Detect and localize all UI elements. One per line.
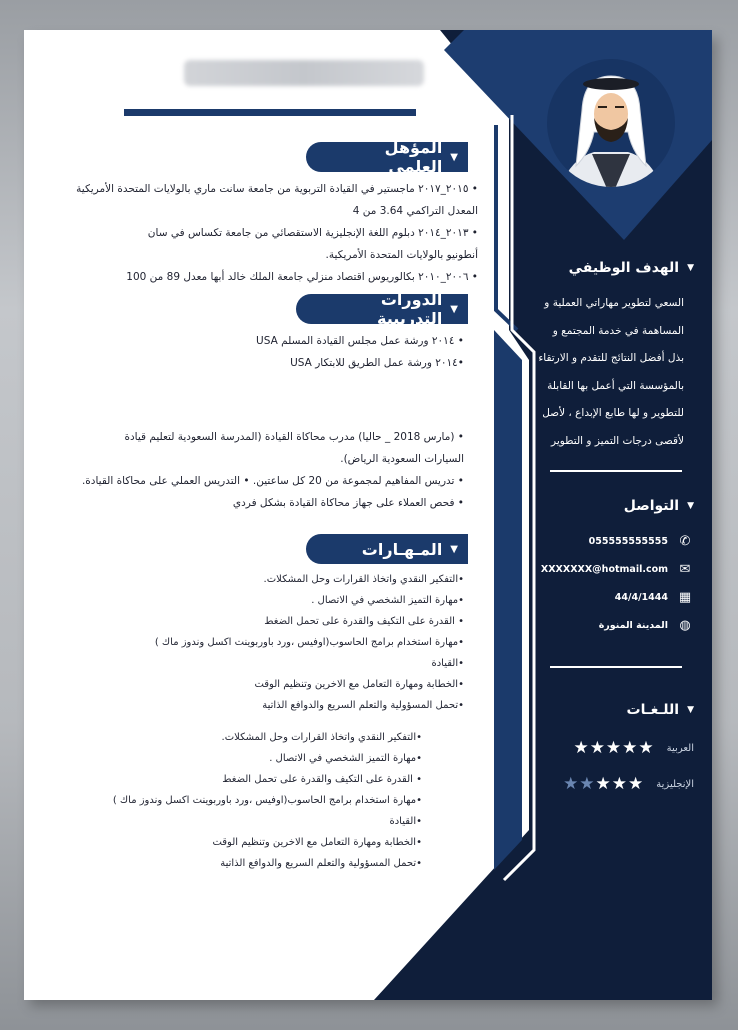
skill-line: •مهارة استخدام برامج الحاسوب(اوفيس ،ورد باوربوينت اكسل وندوز ماك ): [112, 795, 422, 806]
chevron-down-icon: ▼: [450, 303, 458, 315]
envelope-icon: ✉: [679, 561, 691, 577]
experience-line: • (مارس 2018 _ حاليا) مدرب محاكاة القيادة (المدرسة السعودية لتعليم قيادة: [124, 431, 464, 443]
education-line: • ٢٠١٥_٢٠١٧ ماجستير في القيادة التربوية من جامعة سانت ماري بالولايات المتحدة الأمريكية: [76, 183, 478, 195]
course-line: • ٢٠١٤ ورشة عمل مجلس القيادة المسلم USA: [256, 335, 464, 347]
experience-line: السيارات السعودية الرياض).: [340, 453, 464, 465]
skills-list-2: [113, 727, 422, 874]
skill-line: •مهارة التميز الشخصي في الاتصال .: [311, 595, 464, 606]
courses-list: [256, 330, 464, 374]
skill-line: •مهارة التميز الشخصي في الاتصال .: [269, 753, 422, 764]
cv-page: [24, 30, 712, 1000]
education-line: المعدل التراكمي 3.64 من 4: [352, 205, 478, 217]
skill-line: • القدرة على التكيف والقدرة على تحمل الضغط: [222, 774, 422, 785]
rating-stars: ★★★★★: [563, 774, 645, 794]
bottom-left-corner: [24, 890, 134, 1000]
education-list: [76, 178, 478, 288]
name-underline: [124, 109, 416, 116]
skill-line: •التفكير النقدي واتخاذ القرارات وحل المشكلات.: [263, 574, 464, 585]
contact-heading: ▼ التواصل: [623, 498, 694, 514]
divider: [550, 470, 682, 472]
globe-icon: ◍: [679, 617, 691, 633]
skills-heading: ▼ المـهـارات: [306, 534, 468, 564]
chevron-down-icon: ▼: [687, 501, 694, 511]
contact-date: ▦ 44/4/1444: [615, 588, 694, 606]
education-line: أنطونيو بالولايات المتحدة الأمريكية.: [325, 249, 478, 261]
skill-line: •التفكير النقدي واتخاذ القرارات وحل المشكلات.: [221, 732, 422, 743]
courses-heading: ▼ الدورات التدريبية: [296, 294, 468, 324]
calendar-icon: ▦: [678, 589, 692, 605]
avatar: [536, 48, 686, 198]
objective-heading: ▼ الهدف الوظيفي: [568, 260, 694, 276]
objective-text: السعي لتطوير مهاراتي العملية و المساهمة في خدمة المجتمع و بذل أفضل النتائج للتقدم و الارتقاء بالمؤسسة التي أعمل بها القابلة للتطوير و لها طابع الإبداع ، لأصل لأقصى درجات التميز و التطوير: [538, 297, 684, 447]
skill-line: •مهارة استخدام برامج الحاسوب(اوفيس ،ورد باوربوينت اكسل وندوز ماك ): [154, 637, 464, 648]
chevron-down-icon: ▼: [687, 263, 694, 273]
education-heading: ▼ المؤهل العلمي: [306, 142, 468, 172]
skill-line: • القدرة على التكيف والقدرة على تحمل الضغط: [264, 616, 464, 627]
chevron-down-icon: ▼: [450, 151, 458, 163]
languages-heading: ▼ اللـغـات: [626, 702, 694, 718]
contact-phone: ✆ 055555555555: [589, 532, 694, 550]
name-redacted: [184, 60, 424, 86]
contact-email: ✉ XXXXXXX@hotmail.com: [541, 560, 694, 578]
skill-line: •تحمل المسؤولية والتعلم السريع والدوافع الذاتية: [262, 700, 464, 711]
education-line: • ٢٠١٣_٢٠١٤ دبلوم اللغة الإنجليزية الاستقصائي من جامعة تكساس في سان: [147, 227, 478, 239]
chevron-down-icon: ▼: [450, 543, 458, 555]
chevron-down-icon: ▼: [687, 705, 694, 715]
language-arabic: العربية ★★★★★: [573, 738, 694, 758]
skills-list: [155, 569, 464, 716]
skill-line: •الخطابة ومهارة التعامل مع الاخرين وتنظيم الوقت: [254, 679, 464, 690]
education-line: • ٢٠٠٦_٢٠١٠ بكالوريوس اقتصاد منزلي جامعة الملك خالد أبها معدل 89 من 100: [126, 271, 478, 283]
experience-line: • فحص العملاء على جهاز محاكاة القيادة بشكل فردي: [232, 497, 464, 509]
skill-line: •الخطابة ومهارة التعامل مع الاخرين وتنظيم الوقت: [212, 837, 422, 848]
experience-list: [82, 426, 464, 514]
rating-stars: ★★★★★: [573, 738, 655, 758]
divider: [550, 666, 682, 668]
skill-line: •القيادة: [389, 816, 422, 827]
language-english: الإنجليزية ★★★★★: [563, 774, 694, 794]
skill-line: •القيادة: [431, 658, 464, 669]
skill-line: •تحمل المسؤولية والتعلم السريع والدوافع الذاتية: [220, 858, 422, 869]
experience-line: • تدريس المفاهيم لمجموعة من 20 كل ساعتين. • التدريس العملي على محاكاة القيادة.: [81, 475, 464, 487]
course-line: •٢٠١٤ ورشة عمل الطريق للابتكار USA: [290, 357, 464, 369]
phone-icon: ✆: [679, 533, 691, 549]
contact-location: ◍ المدينة المنورة: [599, 616, 694, 634]
